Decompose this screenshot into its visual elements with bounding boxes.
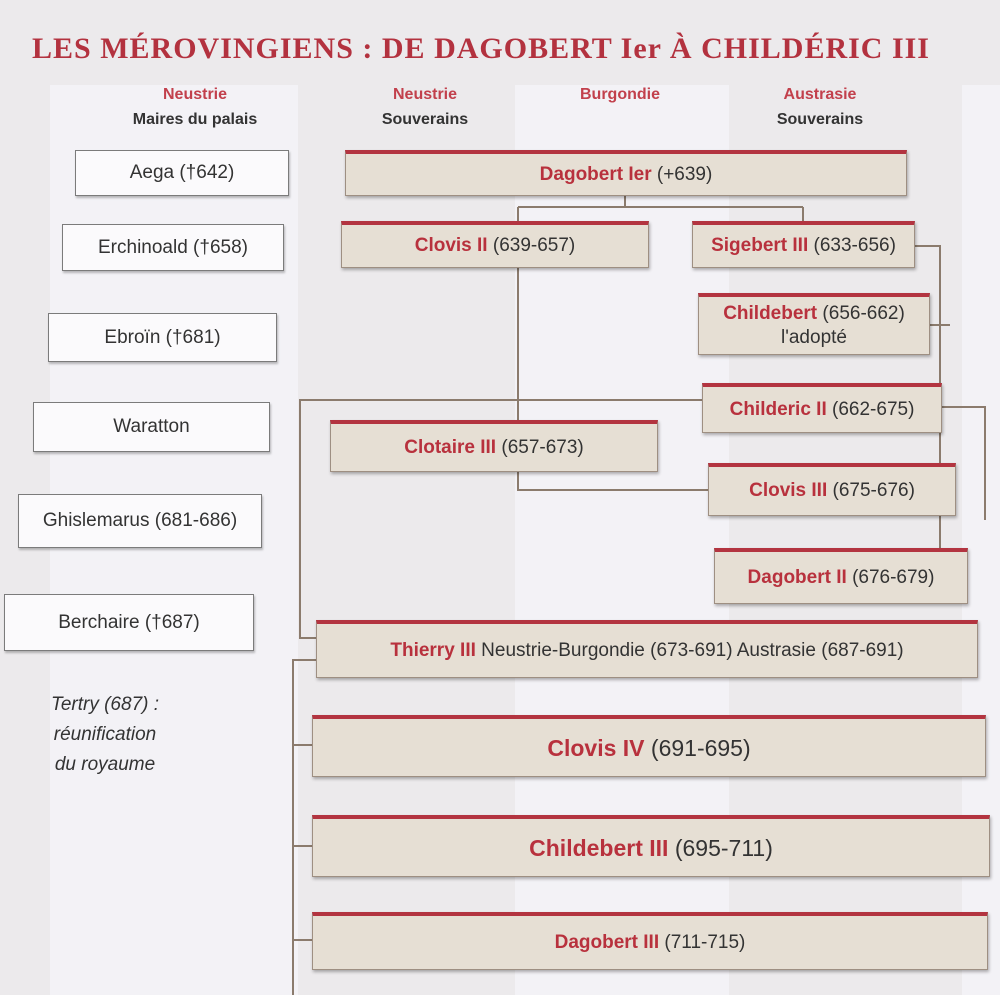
column-role: Souverains bbox=[776, 111, 864, 128]
ruler-childebert-3 bbox=[312, 815, 990, 877]
column-role: Maires du palais bbox=[132, 111, 258, 128]
note-line: Tertry (687) : bbox=[50, 694, 160, 715]
ruler-name: Clovis IV bbox=[547, 734, 645, 761]
ruler-dates: (662-675) bbox=[832, 398, 915, 420]
ruler-dagobert-1 bbox=[345, 150, 907, 196]
ruler-dates: (695-711) bbox=[674, 834, 773, 861]
ruler-clovis-3 bbox=[708, 463, 956, 516]
ruler-sigebert-3 bbox=[692, 221, 915, 268]
ruler-thierry-3 bbox=[316, 620, 978, 678]
column-role: Souverains bbox=[381, 111, 469, 128]
tertry-note bbox=[30, 690, 180, 780]
ruler-childeric-2 bbox=[702, 383, 942, 433]
ruler-dates: (633-656) bbox=[813, 235, 896, 256]
connector-dagobert1-children bbox=[518, 195, 803, 221]
column-region: Austrasie bbox=[783, 86, 857, 103]
ruler-name: Dagobert II bbox=[747, 566, 847, 588]
ruler-name: Clotaire III bbox=[404, 436, 497, 458]
column-region: Neustrie bbox=[392, 86, 458, 103]
ruler-dates: (639-657) bbox=[492, 235, 576, 256]
ruler-name: Dagobert III bbox=[554, 931, 660, 953]
ruler-dates: (676-679) bbox=[852, 566, 935, 588]
ruler-name: Clovis II bbox=[414, 235, 488, 256]
ruler-note: l'adopté bbox=[781, 326, 847, 348]
ruler-dagobert-3 bbox=[312, 912, 988, 970]
ruler-name: Dagobert Ier bbox=[539, 163, 652, 185]
ruler-name: Childeric II bbox=[729, 398, 827, 420]
maire-box: Berchaire (†687) bbox=[4, 594, 254, 651]
ruler-dates: (656-662) bbox=[822, 302, 905, 324]
note-line: réunification bbox=[53, 724, 157, 745]
ruler-name: Clovis III bbox=[749, 480, 828, 501]
ruler-dates: (691-695) bbox=[650, 734, 751, 761]
column-region: Burgondie bbox=[580, 86, 660, 103]
maire-box: Aega (†642) bbox=[75, 150, 289, 196]
note-line: du royaume bbox=[54, 754, 156, 775]
column-region: Neustrie bbox=[162, 86, 228, 103]
ruler-childebert bbox=[698, 293, 930, 355]
ruler-clovis-4 bbox=[312, 715, 986, 777]
ruler-clovis-2 bbox=[341, 221, 649, 268]
ruler-dates: (711-715) bbox=[664, 931, 746, 953]
maire-box: Waratton bbox=[33, 402, 270, 452]
ruler-name: Childebert bbox=[723, 302, 818, 324]
maire-box: Erchinoald (†658) bbox=[62, 224, 284, 271]
maire-box: Ghislemarus (681-686) bbox=[18, 494, 262, 548]
maire-box: Ebroïn (†681) bbox=[48, 313, 277, 362]
ruler-name: Thierry III bbox=[390, 639, 476, 661]
ruler-dagobert-2 bbox=[714, 548, 968, 604]
ruler-dates: (+639) bbox=[656, 163, 713, 185]
ruler-name: Childebert III bbox=[529, 834, 669, 861]
ruler-name: Sigebert III bbox=[711, 235, 809, 256]
ruler-dates: (657-673) bbox=[501, 436, 584, 458]
page-title: LES MÉROVINGIENS : DE DAGOBERT Ier À CHILDÉRIC III bbox=[32, 32, 930, 65]
ruler-dates: Neustrie-Burgondie (673-691) Austrasie (687-691) bbox=[481, 639, 904, 661]
ruler-clotaire-3 bbox=[330, 420, 658, 472]
ruler-dates: (675-676) bbox=[832, 480, 915, 501]
